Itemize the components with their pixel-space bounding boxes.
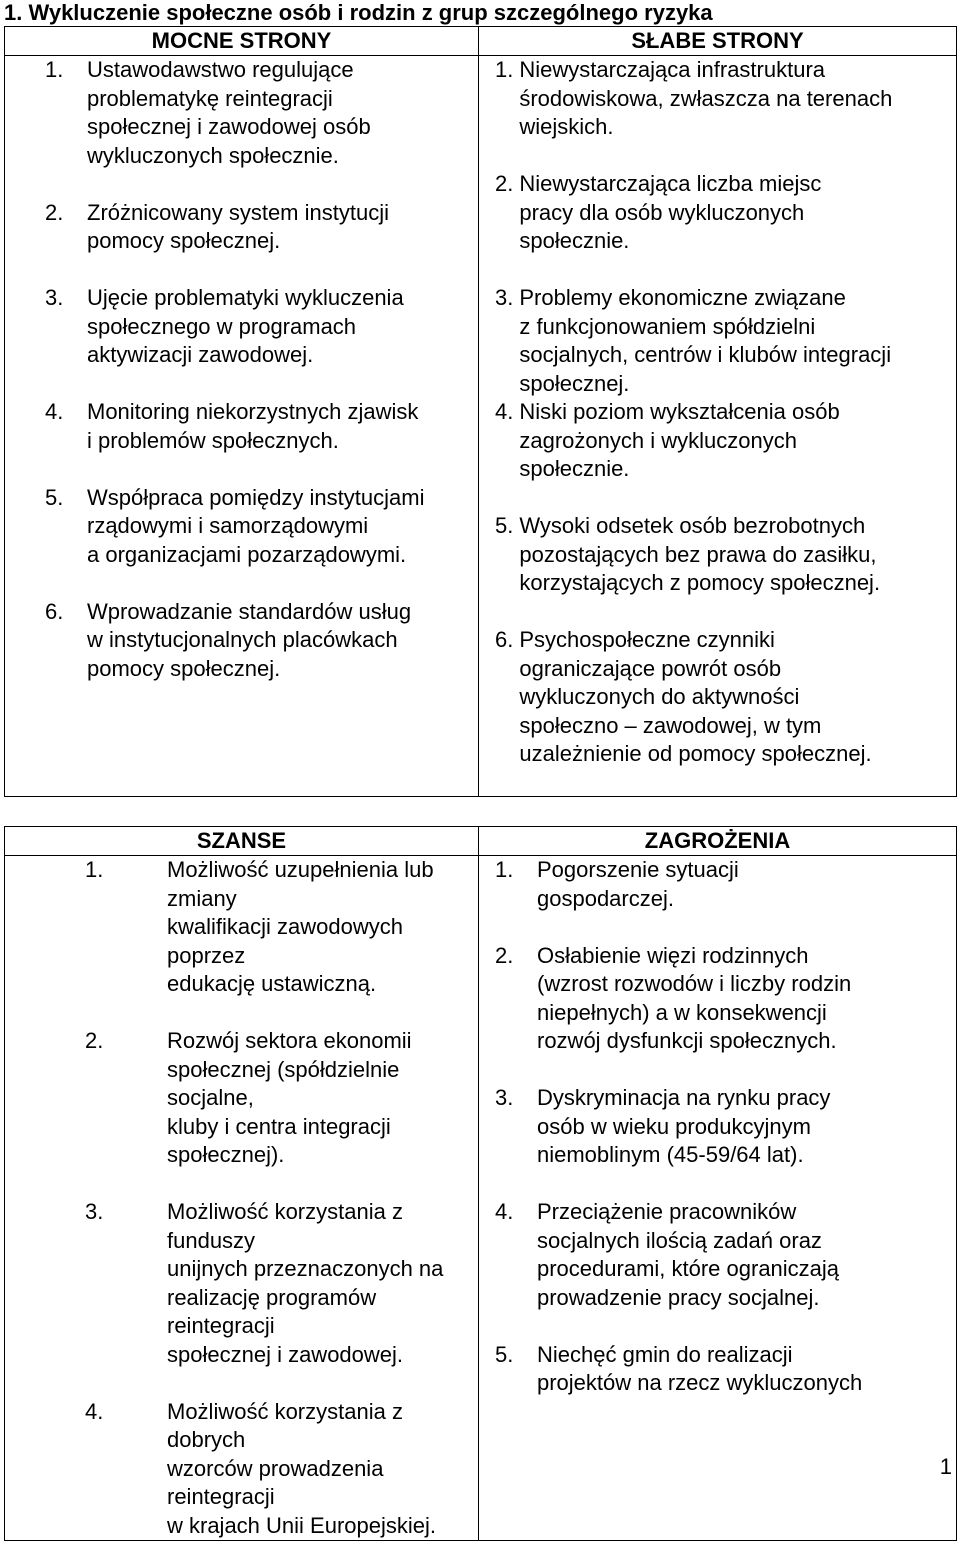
item-line: Ujęcie problematyki wykluczenia <box>87 285 404 310</box>
item-text <box>519 626 952 769</box>
item-text <box>537 1084 952 1170</box>
item-line: społecznej. <box>519 370 630 396</box>
item-line: społecznie. <box>519 456 630 481</box>
item-line: społeczno – zawodowej, w tym <box>519 712 822 738</box>
opportunities-header: SZANSE <box>5 827 479 856</box>
list-item <box>495 1084 952 1170</box>
item-line: pomocy społecznej. <box>87 655 281 681</box>
item-number: 2. <box>495 171 514 196</box>
item-text <box>537 942 952 1056</box>
item-text <box>167 1027 474 1170</box>
item-text <box>519 512 952 598</box>
item-number: 1. <box>45 57 64 82</box>
item-number: 2. <box>85 1028 104 1053</box>
item-spacer <box>45 569 474 598</box>
list-item <box>495 626 952 769</box>
item-line: Wprowadzanie standardów usług <box>87 598 412 624</box>
item-line: Pogorszenie sytuacji <box>537 857 739 882</box>
item-line: gospodarczej. <box>537 885 674 911</box>
item-line: wiejskich. <box>519 114 614 139</box>
item-line: Wysoki odsetek osób bezrobotnych <box>519 513 866 538</box>
item-line: prowadzenie pracy socjalnej. <box>537 1284 820 1310</box>
item-spacer <box>85 1170 474 1199</box>
item-line: kwalifikacji zawodowych poprzez <box>167 914 403 968</box>
item-text <box>87 284 474 370</box>
item-number: 4. <box>85 1398 104 1424</box>
item-line: Możliwość korzystania z dobrych <box>167 1398 403 1452</box>
list-item <box>495 1198 952 1312</box>
list-item <box>495 56 952 142</box>
list-item <box>85 1027 474 1170</box>
item-line: społecznej (spółdzielnie socjalne, <box>167 1056 400 1110</box>
strengths-cell <box>5 56 479 797</box>
item-line: społecznej i zawodowej. <box>167 1341 404 1367</box>
threats-cell <box>479 856 957 1541</box>
item-text <box>167 856 474 999</box>
item-text <box>167 1398 474 1541</box>
item-line: w krajach Unii Europejskiej. <box>167 1512 436 1538</box>
opportunities-cell <box>5 856 479 1541</box>
threats-list <box>495 856 952 1398</box>
item-line: i problemów społecznych. <box>87 427 339 453</box>
item-number: 2. <box>495 942 514 968</box>
item-number: 1. <box>85 857 104 882</box>
item-line: unijnych przeznaczonych na <box>167 1256 444 1281</box>
list-item <box>495 1341 952 1398</box>
item-line: wykluczonych do aktywności <box>519 684 800 709</box>
item-line: Niewystarczająca infrastruktura <box>519 57 826 82</box>
item-spacer <box>495 598 952 627</box>
item-text <box>87 56 474 170</box>
item-number: 4. <box>495 1199 514 1224</box>
list-item <box>85 1398 474 1541</box>
item-line: wzorców prowadzenia reintegracji <box>167 1455 384 1509</box>
item-line: niemoblinym (45-59/64 lat). <box>537 1142 804 1167</box>
item-spacer <box>495 1312 952 1341</box>
item-spacer <box>495 913 952 942</box>
item-number: 6. <box>45 598 64 624</box>
item-spacer <box>45 256 474 285</box>
item-line: procedurami, które ograniczają <box>537 1256 840 1281</box>
item-spacer <box>85 999 474 1028</box>
item-text <box>537 1341 952 1398</box>
item-line: Zróżnicowany system instytucji <box>87 199 389 225</box>
item-number: 2. <box>45 199 64 225</box>
list-item <box>85 1198 474 1369</box>
item-line: pracy dla osób wykluczonych <box>519 199 805 225</box>
item-line: Możliwość korzystania z funduszy <box>167 1199 403 1253</box>
list-item <box>45 598 474 684</box>
item-text <box>537 1198 952 1312</box>
item-number: 1. <box>495 57 514 82</box>
item-spacer <box>495 1170 952 1199</box>
item-line: pomocy społecznej. <box>87 228 281 253</box>
item-text <box>519 170 952 256</box>
list-item <box>45 484 474 570</box>
strengths-weaknesses-table <box>4 26 957 797</box>
item-line: Monitoring niekorzystnych zjawisk <box>87 399 419 424</box>
item-number: 3. <box>85 1199 104 1224</box>
item-line: rządowymi i samorządowymi <box>87 513 369 538</box>
item-text <box>519 284 952 398</box>
item-number: 4. <box>45 399 64 424</box>
list-item <box>495 170 952 256</box>
item-line: Przeciążenie pracowników <box>537 1199 797 1224</box>
weaknesses-cell <box>479 56 957 797</box>
item-line: kluby i centra integracji <box>167 1113 391 1139</box>
item-spacer <box>85 1369 474 1398</box>
item-line: Współpraca pomiędzy instytucjami <box>87 484 425 510</box>
item-line: w instytucjonalnych placówkach <box>87 627 398 652</box>
item-number: 3. <box>495 285 514 310</box>
list-item <box>85 856 474 999</box>
page-number: 1 <box>939 1454 952 1479</box>
item-spacer <box>45 370 474 399</box>
item-line: osób w wieku produkcyjnym <box>537 1113 811 1139</box>
item-line: Ustawodawstwo regulujące <box>87 57 354 82</box>
strengths-header: MOCNE STRONY <box>5 27 479 56</box>
item-number: 3. <box>495 1085 514 1110</box>
item-line: korzystających z pomocy społecznej. <box>519 570 881 595</box>
item-line: Niechęć gmin do realizacji <box>537 1341 793 1367</box>
item-line: pozostających bez prawa do zasiłku, <box>519 541 877 567</box>
opportunities-threats-table <box>4 826 957 1541</box>
item-line: socjalnych ilością zadań oraz <box>537 1227 822 1253</box>
item-spacer <box>45 170 474 199</box>
item-line: Możliwość uzupełnienia lub zmiany <box>167 857 434 911</box>
item-spacer <box>495 484 952 513</box>
item-line: społecznego w programach <box>87 313 357 339</box>
item-line: edukację ustawiczną. <box>167 971 377 996</box>
item-line: z funkcjonowaniem spółdzielni <box>519 313 816 339</box>
item-line: zagrożonych i wykluczonych <box>519 427 797 453</box>
item-line: środowiskowa, zwłaszcza na terenach <box>519 85 893 111</box>
item-text <box>87 484 474 570</box>
item-line: niepełnych) a w konsekwencji <box>537 999 827 1025</box>
item-line: a organizacjami pozarządowymi. <box>87 541 407 567</box>
item-number: 5. <box>495 513 514 538</box>
threats-header: ZAGROŻENIA <box>479 827 957 856</box>
item-spacer <box>45 455 474 484</box>
item-text <box>87 598 474 684</box>
item-line: Rozwój sektora ekonomii <box>167 1028 412 1053</box>
item-spacer <box>495 1056 952 1085</box>
item-line: uzależnienie od pomocy społecznej. <box>519 741 872 766</box>
item-number: 3. <box>45 285 64 310</box>
item-spacer <box>495 142 952 171</box>
item-line: społecznej i zawodowej osób <box>87 114 371 139</box>
list-item <box>495 512 952 598</box>
item-line: Niewystarczająca liczba miejsc <box>519 171 822 196</box>
item-line: aktywizacji zawodowej. <box>87 342 314 367</box>
item-text <box>87 199 474 256</box>
item-line: Niski poziom wykształcenia osób <box>519 399 840 424</box>
item-line: Problemy ekonomiczne związane <box>519 285 846 310</box>
item-line: społecznej). <box>167 1142 285 1167</box>
list-item <box>495 942 952 1056</box>
item-number: 4. <box>495 399 514 424</box>
list-item <box>45 56 474 170</box>
opportunities-list <box>85 856 474 1540</box>
item-line: rozwój dysfunkcji społecznych. <box>537 1028 837 1053</box>
item-line: (wzrost rozwodów i liczby rodzin <box>537 971 852 996</box>
strengths-list <box>45 56 474 683</box>
item-text <box>87 398 474 455</box>
item-text <box>167 1198 474 1369</box>
item-line: ograniczające powrót osób <box>519 655 782 681</box>
item-line: problematykę reintegracji <box>87 85 333 111</box>
section-heading: 1. Wykluczenie społeczne osób i rodzin z grup szczególnego ryzyka <box>4 0 713 25</box>
list-item <box>45 398 474 455</box>
item-line: wykluczonych społecznie. <box>87 142 339 168</box>
list-item <box>45 199 474 256</box>
item-spacer <box>495 256 952 285</box>
item-number: 5. <box>495 1341 514 1367</box>
weaknesses-header: SŁABE STRONY <box>479 27 957 56</box>
list-item <box>495 398 952 484</box>
list-item <box>495 284 952 398</box>
item-number: 6. <box>495 627 514 652</box>
item-number: 1. <box>495 857 514 882</box>
item-line: projektów na rzecz wykluczonych <box>537 1370 863 1395</box>
item-line: realizację programów reintegracji <box>167 1284 377 1338</box>
item-line: Osłabienie więzi rodzinnych <box>537 942 809 968</box>
weaknesses-list <box>495 56 952 769</box>
item-number: 5. <box>45 484 64 510</box>
item-text <box>519 56 952 142</box>
item-line: społecznie. <box>519 228 630 253</box>
item-line: Psychospołeczne czynniki <box>519 627 775 652</box>
list-item <box>495 856 952 913</box>
item-line: Dyskryminacja na rynku pracy <box>537 1085 831 1110</box>
list-item <box>45 284 474 370</box>
item-line: socjalnych, centrów i klubów integracji <box>519 342 892 367</box>
item-text <box>537 856 952 913</box>
item-text <box>519 398 952 484</box>
